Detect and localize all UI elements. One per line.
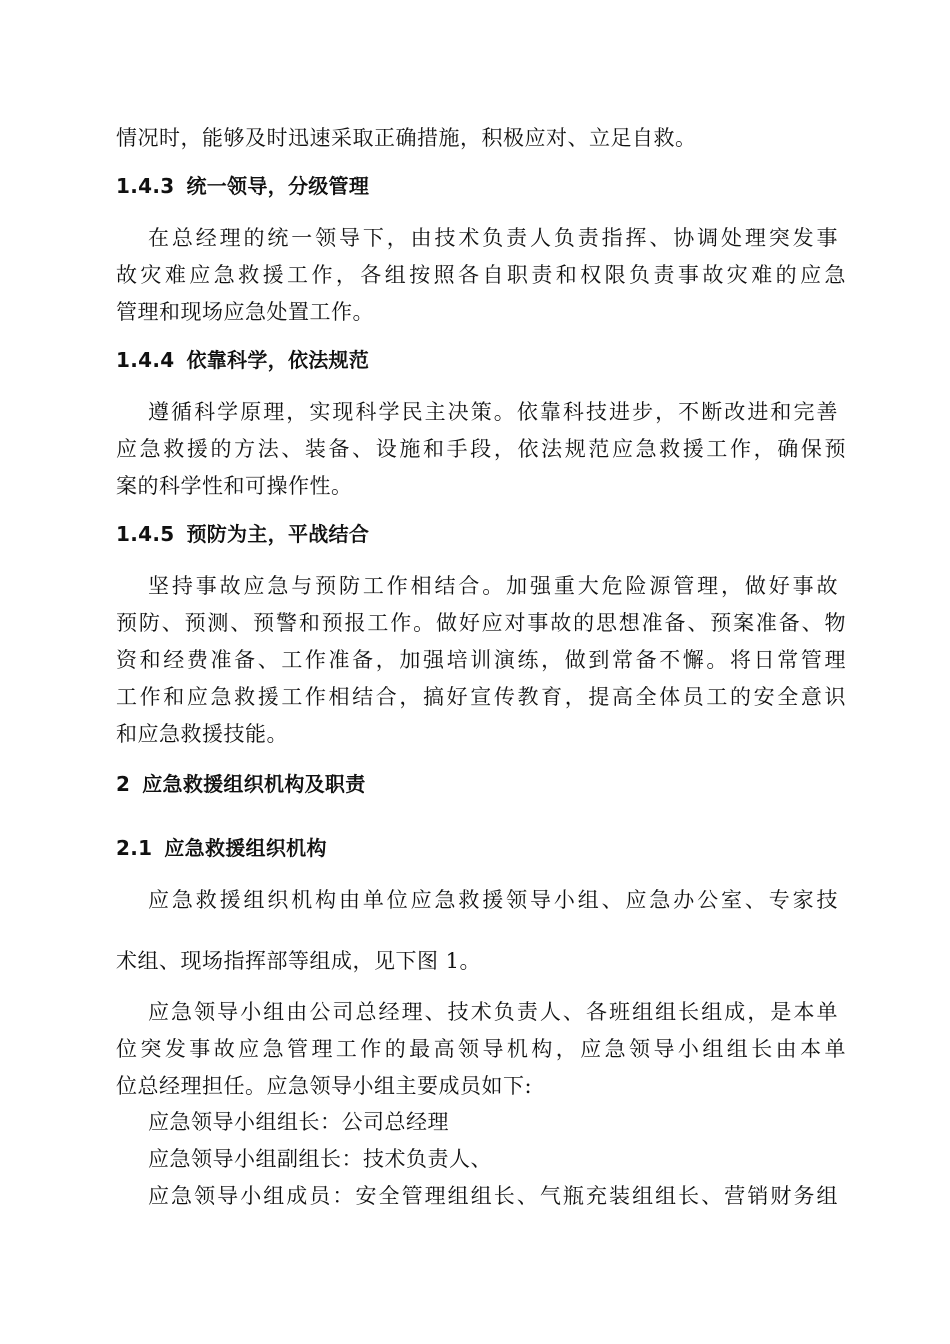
heading-title: 依靠科学，依法规范 [186,348,370,372]
member-line: 应急领导小组成员：安全管理组组长、气瓶充装组组长、营销财务组 [148,1184,838,1208]
paragraph-line: 术组、现场指挥部等组成，见下图 1。 [116,949,482,973]
section-heading-2-1 [116,834,846,862]
paragraph-line: 位总经理担任。应急领导小组主要成员如下: [116,1074,533,1098]
paragraph-line: 坚持事故应急与预防工作相结合。加强重大危险源管理，做好事故 [148,574,838,598]
paragraph-line: 应急救援组织机构由单位应急救援领导小组、应急办公室、专家技 [148,888,838,912]
paragraph-line: 和应急救援技能。 [116,722,288,746]
paragraph-line: 遵循科学原理，实现科学民主决策。依靠科技进步，不断改进和完善 [148,400,838,424]
member-line: 应急领导小组组长：公司总经理 [148,1110,449,1134]
paragraph-line: 应急救援的方法、装备、设施和手段，依法规范应急救援工作，确保预 [116,437,846,461]
heading-number: 2.1 [116,836,153,860]
paragraph-line: 位突发事故应急管理工作的最高领导机构，应急领导小组组长由本单 [116,1037,846,1061]
paragraph-line: 资和经费准备、工作准备，加强培训演练，做到常备不懈。将日常管理 [116,648,846,672]
paragraph-line: 情况时，能够及时迅速采取正确措施，积极应对、立足自救。 [116,126,697,150]
paragraph-line: 应急领导小组由公司总经理、技术负责人、各班组组长组成，是本单 [148,1000,838,1024]
section-heading-1-4-5 [116,520,846,548]
heading-number: 1.4.3 [116,174,175,198]
member-line: 应急领导小组副组长：技术负责人、 [148,1147,492,1171]
paragraph-line: 预防、预测、预警和预报工作。做好应对事故的思想准备、预案准备、物 [116,611,846,635]
heading-number: 2 [116,772,131,796]
paragraph-line: 管理和现场应急处置工作。 [116,300,374,324]
paragraph-line: 案的科学性和可操作性。 [116,474,353,498]
heading-title: 应急救援组织机构及职责 [142,772,366,796]
heading-title: 预防为主，平战结合 [186,522,370,546]
section-heading-1-4-3 [116,172,846,200]
paragraph-line: 在总经理的统一领导下，由技术负责人负责指挥、协调处理突发事 [148,226,838,250]
section-heading-2 [116,770,846,798]
heading-number: 1.4.4 [116,348,175,372]
section-heading-1-4-4 [116,346,846,374]
heading-title: 应急救援组织机构 [164,836,327,860]
heading-title: 统一领导，分级管理 [186,174,370,198]
heading-number: 1.4.5 [116,522,175,546]
paragraph-line: 故灾难应急救援工作，各组按照各自职责和权限负责事故灾难的应急 [116,263,846,287]
paragraph-line: 工作和应急救援工作相结合，搞好宣传教育，提高全体员工的安全意识 [116,685,846,709]
